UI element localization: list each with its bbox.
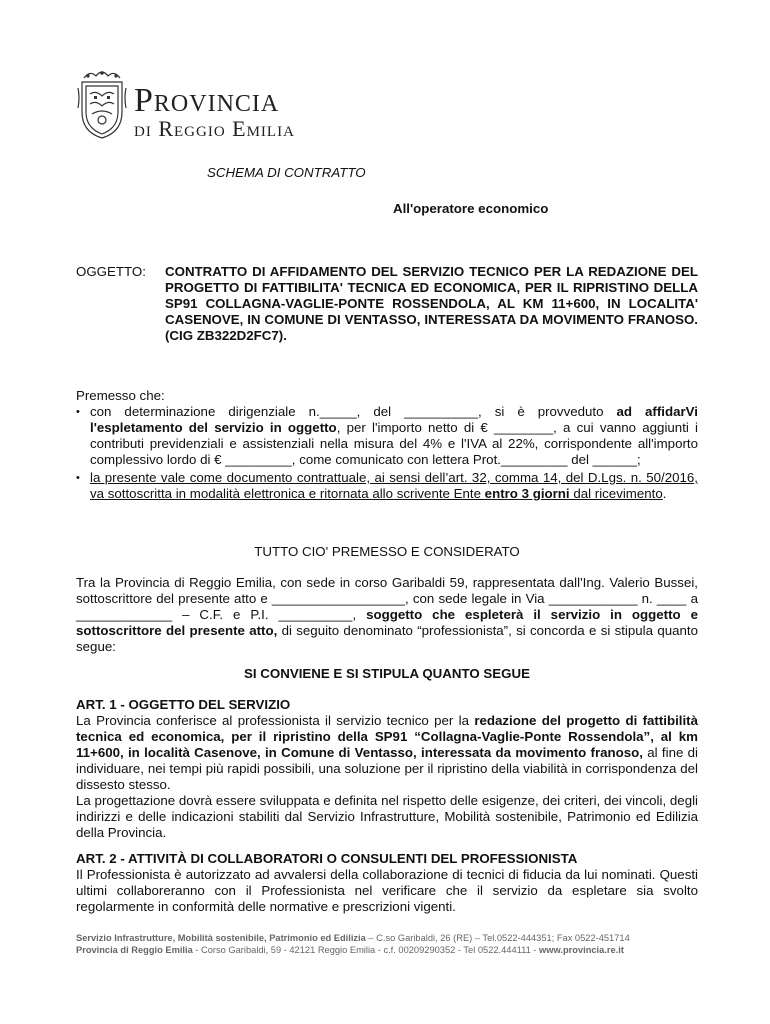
page-footer: [76, 932, 698, 956]
addressee: All'operatore economico: [393, 201, 549, 216]
footer-line-1: Servizio Infrastrutture, Mobilità sostenibile, Patrimonio ed Edilizia – C.so Garibaldi, 26 (RE) – Tel.0522-444351; Fax 0522-451714: [76, 933, 630, 943]
bullet-icon: •: [76, 406, 80, 418]
section-heading-conviene: SI CONVIENE E SI STIPULA QUANTO SEGUE: [244, 666, 530, 681]
footer-website-link[interactable]: www.provincia.re.it: [539, 945, 624, 955]
article-1: [76, 697, 698, 841]
article-2-paragraph-1: Il Professionista è autorizzato ad avvalersi della collaborazione di tecnici di fiducia da lui nominati. Questi ultimi collaboreranno con il Professionista nel verificare che il servizio da espletare sia svolto regolarmente in conformità delle normative e prescrizioni vigenti.: [76, 867, 698, 914]
oggetto-text: CONTRATTO DI AFFIDAMENTO DEL SERVIZIO TECNICO PER LA REDAZIONE DEL PROGETTO DI FATTIBILITA' TECNICA ED ECONOMICA, PER IL RIPRISTINO DELLA SP91 COLLAGNA-VAGLIE-PONTE ROSSENDOLA, AL KM 11+600, IN LOCALITA' CASENOVE, IN COMUNE DI VENTASSO, INTERESSATA DA MOVIMENTO FRANOSO. (CIG ZB322D2FC7).: [165, 264, 698, 343]
list-item: • con determinazione dirigenziale n._____, del __________, si è provveduto ad affidarVi l'espletamento del servizio in oggetto, per l'importo netto di € ________, a cui vanno aggiunti i contributi previdenziali e assistenziali nella misura del 4% e l'IVA al 22%, corrispondente all'importo complessivo lordo di € _________, come comunicato con lettera Prot._________ del ______;: [76, 404, 698, 467]
logo-text-provincia: Provincia: [134, 82, 280, 119]
coat-of-arms-icon: [76, 68, 128, 140]
parties-paragraph: Tra la Provincia di Reggio Emilia, con sede in corso Garibaldi 59, rappresentata dall'Ing. Valerio Bussei, sottoscrittore del presente atto e __________________, con sede legale in Via ____________ n. ____ a _____________ – C.F. e P.I. __________, soggetto che espleterà il servizio in oggetto e sottoscrittore del presente atto, di seguito denominato “professionista”, si concorda e si stipula quanto segue:: [76, 575, 698, 654]
premesso-list: [76, 404, 698, 504]
bullet-icon: •: [76, 472, 80, 484]
section-heading-premesso: TUTTO CIO' PREMESSO E CONSIDERATO: [254, 544, 520, 559]
list-item: • la presente vale come documento contrattuale, ai sensi dell’art. 32, comma 14, del D.Lgs. n. 50/2016, va sottoscritta in modalità elettronica e ritornata allo scrivente Ente entro 3 giorni dal ricevimento.: [76, 470, 698, 501]
article-1-paragraph-1: La Provincia conferisce al professionista il servizio tecnico per la redazione del progetto di fattibilità tecnica ed economica, per il ripristino della SP91 “Collagna-Vaglie-Ponte Rossendola”, al km 11+600, in località Casenove, in Comune di Ventasso, interessata da movimento franoso, al fine di individuare, nei tempi più rapidi possibili, una soluzione per il ripristino della viabilità in corrispondenza del dissesto stesso.: [76, 713, 698, 792]
article-1-title: ART. 1 - OGGETTO DEL SERVIZIO: [76, 697, 291, 712]
provincia-logo: [76, 68, 336, 140]
article-2-title: ART. 2 - ATTIVITÀ DI COLLABORATORI O CONSULENTI DEL PROFESSIONISTA: [76, 851, 578, 866]
article-1-paragraph-2: La progettazione dovrà essere sviluppata e definita nel rispetto delle esigenze, dei criteri, dei vincoli, degli indirizzi e delle indicazioni stabiliti dal Servizio Infrastrutture, Mobilità sostenibile, Patrimonio ed Edilizia della Provincia.: [76, 793, 698, 840]
article-2: [76, 851, 698, 915]
logo-text-reggio-emilia: di Reggio Emilia: [134, 116, 295, 141]
document-title: SCHEMA DI CONTRATTO: [207, 165, 366, 180]
oggetto-label: OGGETTO:: [76, 264, 146, 279]
footer-line-2: Provincia di Reggio Emilia - Corso Garibaldi, 59 - 42121 Reggio Emilia - c.f. 00209290352 - Tel 0522.444111 - www.provincia.re.it: [76, 945, 624, 955]
premesso-title: Premesso che:: [76, 388, 165, 403]
